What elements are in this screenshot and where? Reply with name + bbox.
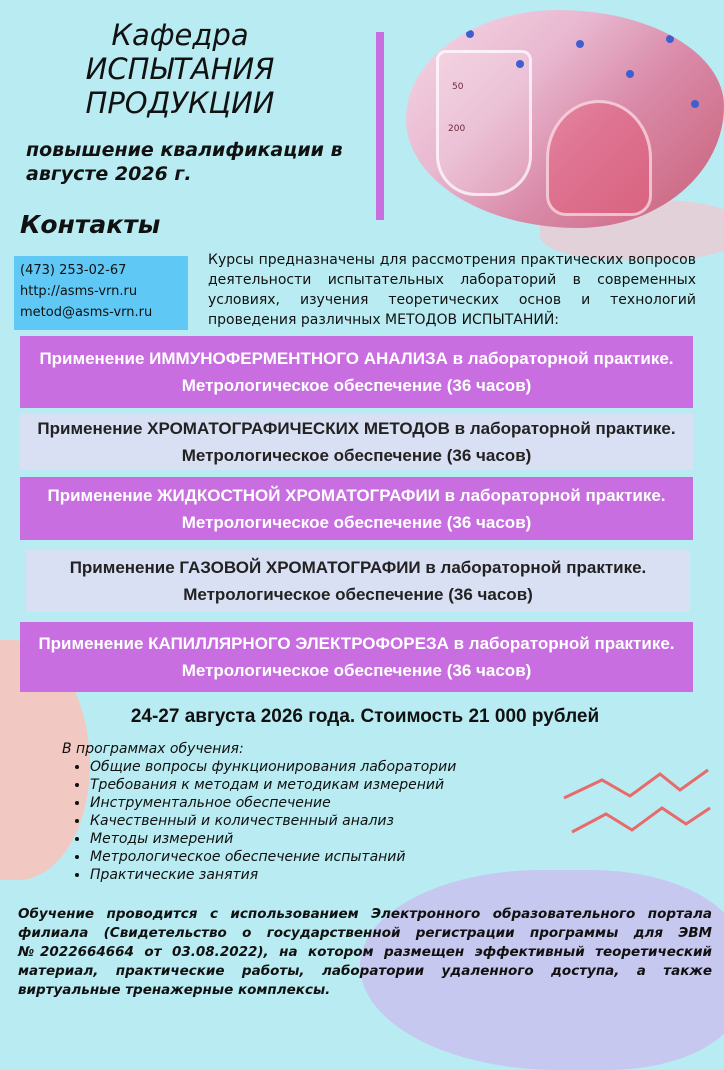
- contact-site-link[interactable]: http://asms-vrn.ru: [20, 284, 138, 299]
- beaker-illustration: [546, 100, 652, 216]
- program-list-item: • Инструментальное обеспечение: [90, 794, 456, 812]
- molecule-node: [626, 70, 634, 78]
- contact-phone[interactable]: (473) 253-02-67: [20, 263, 127, 278]
- contacts-heading: Контакты: [20, 210, 161, 239]
- intro-text: Курсы предназначены для рассмотрения практических вопросов деятельности испытательных лабораторий в современных условиях, изучения теоретических основ и технологий проведения различных МЕТОДОВ ИСПЫТАНИЙ:: [208, 252, 696, 328]
- course-item-chromatography: Применение ХРОМАТОГРАФИЧЕСКИХ МЕТОДОВ в лабораторной практике. Метрологическое обеспечение (36 часов): [20, 414, 693, 470]
- course-item-electrophoresis: Применение КАПИЛЛЯРНОГО ЭЛЕКТРОФОРЕЗА в лабораторной практике. Метрологическое обеспечение (36 часов): [20, 622, 693, 692]
- course-item-gas-chromatography: Применение ГАЗОВОЙ ХРОМАТОГРАФИИ в лабораторной практике. Метрологическое обеспечение (36 часов): [26, 550, 690, 612]
- contact-box: [14, 256, 188, 330]
- molecule-node: [666, 35, 674, 43]
- program-list-item: • Общие вопросы функционирования лаборатории: [90, 758, 456, 776]
- page-title: Кафедра ИСПЫТАНИЯ ПРОДУКЦИИ: [85, 18, 275, 120]
- flask-mark: 200: [448, 124, 466, 134]
- page-subtitle: повышение квалификации в августе 2026 г.: [26, 139, 343, 185]
- footer-text: Обучение проводится с использованием Электронного образовательного портала филиала (Свидетельство о государственной регистрации программы для ЭВМ №2022664664 от 03.08.2022), на котором размещен эффективный теоретический материал, практические работы, лаборатории удаленного доступа, а также виртуальные тренажерные комплексы.: [18, 906, 712, 998]
- laboratory-photo: [406, 10, 724, 228]
- flask-mark: 50: [452, 82, 464, 92]
- dates-and-price: 24-27 августа 2026 года. Стоимость 21 000 рублей: [130, 706, 600, 727]
- course-item-liquid-chromatography: Применение ЖИДКОСТНОЙ ХРОМАТОГРАФИИ в лабораторной практике. Метрологическое обеспечение (36 часов): [20, 477, 693, 540]
- program-list-item: • Метрологическое обеспечение испытаний: [90, 848, 456, 866]
- molecule-node: [691, 100, 699, 108]
- program-list-item: • Методы измерений: [90, 830, 456, 848]
- program-list-item: • Качественный и количественный анализ: [90, 812, 456, 830]
- flask-illustration: [436, 50, 532, 196]
- program-list: [72, 758, 456, 884]
- molecule-node: [516, 60, 524, 68]
- contact-email-link[interactable]: metod@asms-vrn.ru: [20, 305, 153, 320]
- zigzag-line-bottom: [572, 808, 710, 832]
- molecule-node: [576, 40, 584, 48]
- zigzag-line-top: [564, 770, 708, 798]
- zigzag-decoration: [562, 760, 712, 840]
- molecule-node: [466, 30, 474, 38]
- program-list-item: • Требования к методам и методикам измерений: [90, 776, 456, 794]
- vertical-divider: [376, 32, 384, 220]
- program-list-item: • Практические занятия: [90, 866, 456, 884]
- course-item-immunoassay: Применение ИММУНОФЕРМЕНТНОГО АНАЛИЗА в лабораторной практике. Метрологическое обеспечение (36 часов): [20, 336, 693, 408]
- program-heading: В программах обучения:: [62, 741, 244, 757]
